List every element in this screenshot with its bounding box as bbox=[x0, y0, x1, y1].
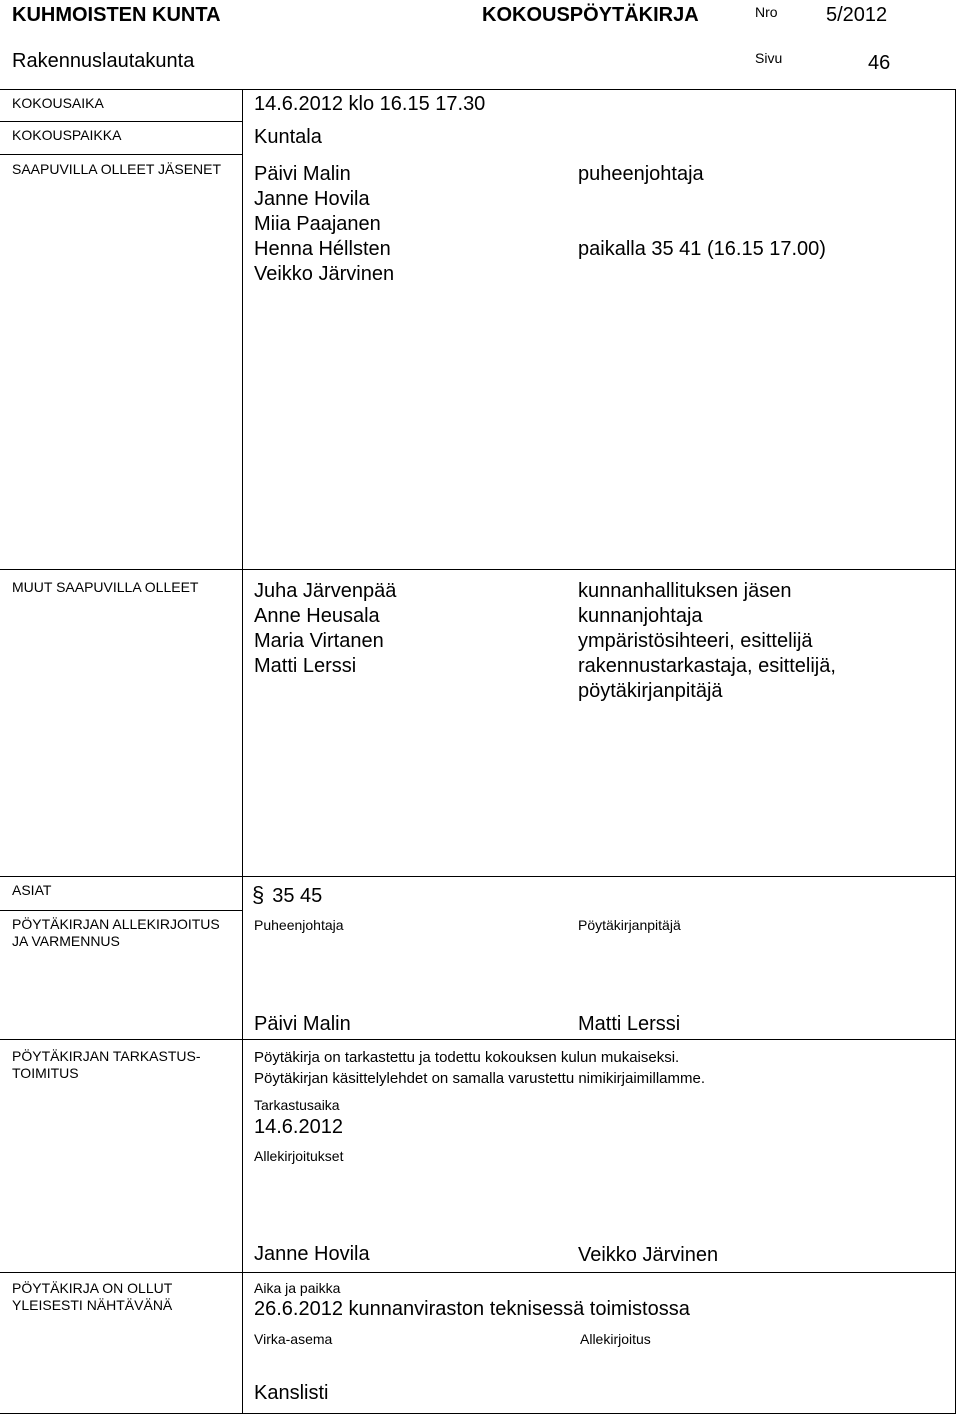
member-role: puheenjohtaja bbox=[578, 163, 704, 185]
display-place-value: 26.6.2012 kunnanviraston teknisessä toimistossa bbox=[254, 1298, 690, 1320]
other-role: ympäristösihteeri, esittelijä bbox=[578, 630, 813, 652]
other-name: Matti Lerssi bbox=[254, 655, 357, 677]
meeting-place-value: Kuntala bbox=[254, 126, 322, 148]
nro-value: 5/2012 bbox=[826, 4, 888, 26]
review-date-label: Tarkastusaika bbox=[254, 1097, 340, 1113]
other-name: Anne Heusala bbox=[254, 605, 380, 627]
display-sign-label: Allekirjoitus bbox=[580, 1331, 651, 1347]
meeting-place-label: KOKOUSPAIKKA bbox=[12, 127, 122, 143]
members-label: SAAPUVILLA OLLEET JÄSENET bbox=[12, 161, 222, 177]
row-divider bbox=[0, 154, 243, 155]
member-role-empty bbox=[578, 187, 826, 212]
page-label: Sivu bbox=[755, 50, 783, 66]
row-divider bbox=[0, 121, 243, 122]
nro-label: Nro bbox=[755, 4, 778, 20]
meeting-time-label: KOKOUSAIKA bbox=[12, 95, 104, 111]
review-date-value: 14.6.2012 bbox=[254, 1116, 343, 1138]
other-name: Maria Virtanen bbox=[254, 630, 384, 652]
other-name: Juha Järvenpää bbox=[254, 580, 397, 602]
signature-label: PÖYTÄKIRJAN ALLEKIRJOITUS JA VARMENNUS bbox=[12, 916, 220, 949]
secretary-label: Pöytäkirjanpitäjä bbox=[578, 917, 681, 933]
review-sign-label: Allekirjoitukset bbox=[254, 1148, 344, 1164]
member-role: paikalla 35 41 (16.15 17.00) bbox=[578, 238, 826, 260]
member-name: Veikko Järvinen bbox=[254, 263, 395, 285]
section-sign-icon: § bbox=[252, 882, 265, 907]
page-number: 46 bbox=[868, 52, 891, 74]
member-name: Henna Héllsten bbox=[254, 238, 391, 260]
other-role: pöytäkirjanpitäjä bbox=[578, 680, 723, 702]
table-bottom-border bbox=[0, 1413, 956, 1414]
member-name: Miia Paajanen bbox=[254, 213, 381, 235]
member-role-empty bbox=[578, 212, 826, 237]
column-divider bbox=[242, 89, 243, 1414]
table-right-border bbox=[955, 89, 956, 1414]
display-title-value: Kanslisti bbox=[254, 1382, 329, 1404]
display-label: PÖYTÄKIRJA ON OLLUT YLEISESTI NÄHTÄVÄNÄ bbox=[12, 1280, 173, 1313]
row-divider bbox=[0, 876, 956, 877]
meeting-time-value: 14.6.2012 klo 16.15 17.30 bbox=[254, 93, 486, 115]
members-list bbox=[254, 162, 394, 287]
display-place-label: Aika ja paikka bbox=[254, 1280, 341, 1296]
row-divider bbox=[0, 1039, 956, 1040]
member-name: Janne Hovila bbox=[254, 188, 370, 210]
items-label: ASIAT bbox=[12, 882, 52, 898]
items-range bbox=[252, 882, 322, 908]
others-label: MUUT SAAPUVILLA OLLEET bbox=[12, 579, 199, 595]
row-divider bbox=[0, 569, 956, 570]
chair-name: Päivi Malin bbox=[254, 1013, 351, 1035]
doc-type: KOKOUSPÖYTÄKIRJA bbox=[482, 4, 699, 26]
org-name: KUHMOISTEN KUNTA bbox=[12, 4, 221, 26]
others-list bbox=[254, 579, 396, 679]
review-text-1: Pöytäkirja on tarkastettu ja todettu kokouksen kulun mukaiseksi. bbox=[254, 1049, 680, 1066]
other-role: kunnanjohtaja bbox=[578, 605, 703, 627]
review-label: PÖYTÄKIRJAN TARKASTUS- TOIMITUS bbox=[12, 1048, 201, 1081]
reviewer-1: Janne Hovila bbox=[254, 1243, 370, 1265]
member-name: Päivi Malin bbox=[254, 163, 351, 185]
chair-label: Puheenjohtaja bbox=[254, 917, 344, 933]
review-text-2: Pöytäkirjan käsittelylehdet on samalla varustettu nimikirjaimillamme. bbox=[254, 1070, 706, 1087]
member-roles bbox=[578, 162, 826, 262]
other-role: kunnanhallituksen jäsen bbox=[578, 580, 792, 602]
other-role: rakennustarkastaja, esittelijä, bbox=[578, 655, 836, 677]
reviewer-2: Veikko Järvinen bbox=[578, 1244, 719, 1266]
other-roles bbox=[578, 579, 836, 704]
row-divider bbox=[0, 1272, 956, 1273]
row-divider bbox=[0, 910, 243, 911]
table-top-border bbox=[0, 89, 956, 90]
committee-name: Rakennuslautakunta bbox=[12, 50, 195, 72]
display-title-label: Virka-asema bbox=[254, 1331, 333, 1347]
items-value: 35 45 bbox=[272, 885, 323, 907]
secretary-name: Matti Lerssi bbox=[578, 1013, 681, 1035]
